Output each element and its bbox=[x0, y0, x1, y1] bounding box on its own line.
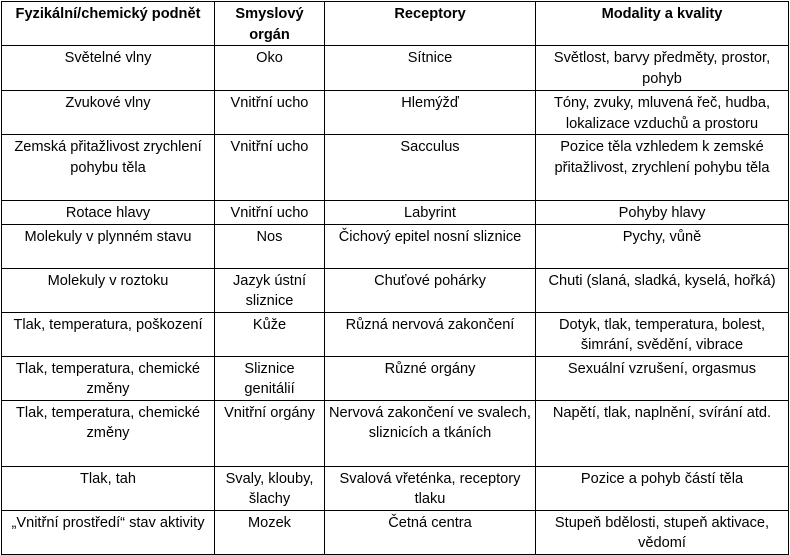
cell-stimulus: Molekuly v plynném stavu bbox=[2, 224, 215, 268]
table-row bbox=[2, 466, 789, 510]
header-receptors: Receptory bbox=[325, 2, 536, 46]
cell-receptors: Různé orgány bbox=[325, 356, 536, 400]
cell-modalities: Pozice a pohyb částí těla bbox=[536, 466, 789, 510]
cell-sense-organ: Sliznice genitálií bbox=[215, 356, 325, 400]
table-row bbox=[2, 201, 789, 225]
cell-sense-organ: Nos bbox=[215, 224, 325, 268]
cell-modalities: Světlost, barvy předměty, prostor, pohyb bbox=[536, 46, 789, 91]
cell-receptors: Sítnice bbox=[325, 46, 536, 91]
cell-modalities: Sexuální vzrušení, orgasmus bbox=[536, 356, 789, 400]
cell-sense-organ: Mozek bbox=[215, 510, 325, 554]
cell-stimulus: Tlak, temperatura, chemické změny bbox=[2, 400, 215, 466]
header-sense-organ: Smyslový orgán bbox=[215, 2, 325, 46]
cell-receptors: Labyrint bbox=[325, 201, 536, 225]
table-row bbox=[2, 224, 789, 268]
cell-modalities: Dotyk, tlak, temperatura, bolest, šimrání, svědění, vibrace bbox=[536, 312, 789, 356]
cell-sense-organ: Vnitřní orgány bbox=[215, 400, 325, 466]
cell-receptors: Nervová zakončení ve svalech, sliznicích a tkáních bbox=[325, 400, 536, 466]
cell-sense-organ: Vnitřní ucho bbox=[215, 201, 325, 225]
table-header-row bbox=[2, 2, 789, 46]
cell-stimulus: Tlak, tah bbox=[2, 466, 215, 510]
table-row bbox=[2, 91, 789, 135]
cell-modalities: Pozice těla vzhledem k zemské přitažlivost, zrychlení pohybu těla bbox=[536, 135, 789, 201]
table-row bbox=[2, 356, 789, 400]
sensory-table bbox=[1, 1, 789, 555]
cell-sense-organ: Oko bbox=[215, 46, 325, 91]
cell-receptors: Hlemýžď bbox=[325, 91, 536, 135]
cell-receptors: Četná centra bbox=[325, 510, 536, 554]
cell-stimulus: Rotace hlavy bbox=[2, 201, 215, 225]
table-row bbox=[2, 400, 789, 466]
cell-stimulus: Zemská přitažlivost zrychlení pohybu těla bbox=[2, 135, 215, 201]
cell-receptors: Chuťové pohárky bbox=[325, 268, 536, 312]
cell-sense-organ: Kůže bbox=[215, 312, 325, 356]
cell-modalities: Tóny, zvuky, mluvená řeč, hudba, lokalizace vzduchů a prostoru bbox=[536, 91, 789, 135]
table-row bbox=[2, 135, 789, 201]
cell-sense-organ: Vnitřní ucho bbox=[215, 91, 325, 135]
cell-modalities: Stupeň bdělosti, stupeň aktivace, vědomí bbox=[536, 510, 789, 554]
header-modalities: Modality a kvality bbox=[536, 2, 789, 46]
cell-stimulus: „Vnitřní prostředí“ stav aktivity bbox=[2, 510, 215, 554]
table-row bbox=[2, 312, 789, 356]
cell-stimulus: Světelné vlny bbox=[2, 46, 215, 91]
cell-receptors: Čichový epitel nosní sliznice bbox=[325, 224, 536, 268]
cell-stimulus: Tlak, temperatura, poškození bbox=[2, 312, 215, 356]
table-row bbox=[2, 46, 789, 91]
cell-stimulus: Tlak, temperatura, chemické změny bbox=[2, 356, 215, 400]
cell-modalities: Pychy, vůně bbox=[536, 224, 789, 268]
table-row bbox=[2, 268, 789, 312]
cell-stimulus: Zvukové vlny bbox=[2, 91, 215, 135]
table-row bbox=[2, 510, 789, 554]
cell-receptors: Sacculus bbox=[325, 135, 536, 201]
cell-receptors: Různá nervová zakončení bbox=[325, 312, 536, 356]
cell-modalities: Pohyby hlavy bbox=[536, 201, 789, 225]
cell-sense-organ: Svaly, klouby, šlachy bbox=[215, 466, 325, 510]
cell-sense-organ: Vnitřní ucho bbox=[215, 135, 325, 201]
cell-receptors: Svalová vřeténka, receptory tlaku bbox=[325, 466, 536, 510]
cell-modalities: Napětí, tlak, naplnění, svírání atd. bbox=[536, 400, 789, 466]
header-stimulus: Fyzikální/chemický podnět bbox=[2, 2, 215, 46]
cell-modalities: Chuti (slaná, sladká, kyselá, hořká) bbox=[536, 268, 789, 312]
cell-stimulus: Molekuly v roztoku bbox=[2, 268, 215, 312]
cell-sense-organ: Jazyk ústní sliznice bbox=[215, 268, 325, 312]
